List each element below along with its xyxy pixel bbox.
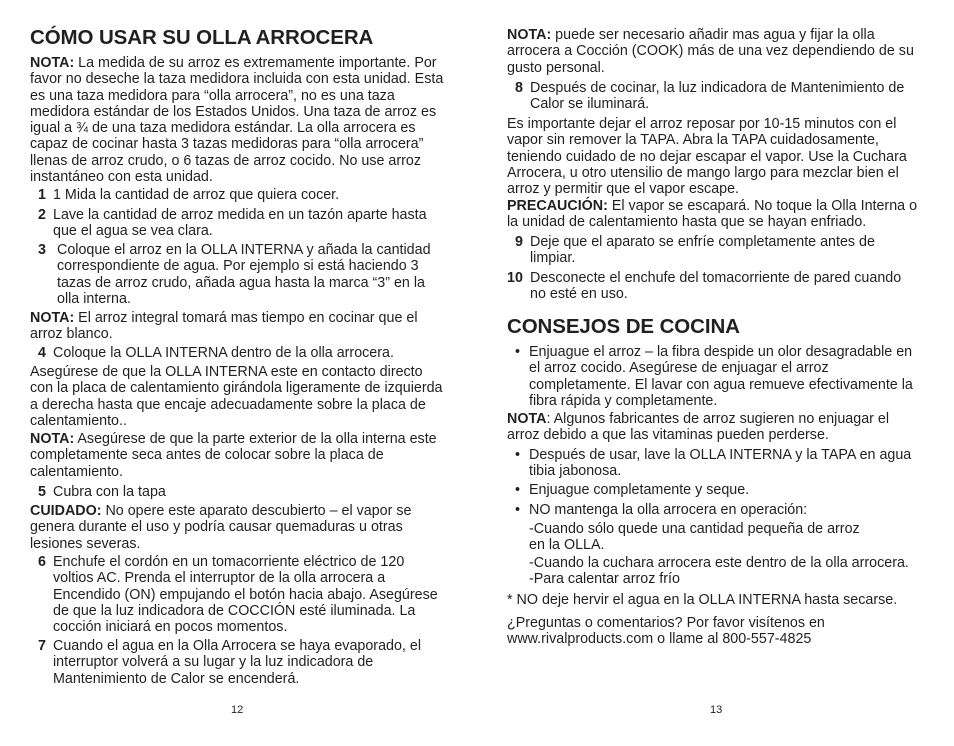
bullet-icon: •: [515, 447, 521, 463]
condition-2: -Cuando la cuchara arrocera este dentro de la olla arrocera.: [529, 555, 909, 571]
step-text: Enchufe el cordón en un tomacorriente eléctrico de 120 voltios AC. Prenda el interruptor de la olla arrocera a Encendido (ON) empujando el botón hacia abajo. Asegúrese de que la luz indicadora de COCCIÓN esté iluminada. La cocción iniciará en pocos momentos.: [53, 554, 438, 636]
step-6: [30, 554, 448, 635]
condition-1: [529, 521, 879, 554]
tip-rinse: [507, 344, 925, 409]
caution-label: CUIDADO:: [30, 503, 102, 519]
page-number: 12: [231, 704, 244, 716]
caution-text: No opere este aparato descubierto – el vapor se genera durante el uso y podría causar quemaduras u otras lesiones severas.: [30, 503, 412, 552]
step-7: [30, 638, 442, 687]
note-brown-rice: [30, 310, 440, 343]
step-5: [30, 484, 442, 500]
step-text: Lave la cantidad de arroz medida en un tazón aparte hasta que el agua se vea clara.: [53, 207, 427, 240]
step-number: 10: [507, 270, 523, 286]
tip-text: NO mantenga la olla arrocera en operación:: [529, 502, 808, 518]
step-text: Coloque la OLLA INTERNA dentro de la olla arrocera.: [53, 345, 394, 361]
tip-text: Enjuague completamente y seque.: [529, 482, 750, 498]
step-text: Deje que el aparato se enfríe completamente antes de limpiar.: [530, 234, 875, 267]
tip-text: Enjuague el arroz – la fibra despide un olor desagradable en el arroz cocido. Asegúrese de enjuagar el arroz completamente. El lavar con agua remueve efectivamente la fibra rápida y completamente.: [529, 344, 913, 409]
note-vitamins: [507, 411, 919, 444]
note-dry: [30, 431, 440, 480]
step-8: [507, 80, 919, 113]
step-3: [30, 242, 444, 307]
tip-text: Después de usar, lave la OLLA INTERNA y la TAPA en agua tibia jabonosa.: [529, 447, 912, 480]
note-label: NOTA: [507, 411, 547, 427]
bullet-icon: •: [515, 344, 521, 360]
step-number: 6: [38, 554, 46, 570]
precaution-text: El vapor se escapará. No toque la Olla Interna o la unidad de calentamiento hasta que se hayan enfriado.: [507, 198, 918, 231]
note-label: NOTA:: [30, 431, 75, 447]
step-1: [30, 187, 440, 203]
bullet-icon: •: [515, 502, 521, 518]
step-number: 1: [38, 187, 46, 203]
step-text: Coloque el arroz en la OLLA INTERNA y añada la cantidad correspondiente de agua. Por ejemplo si está haciendo 3 tazas de arroz crudo, añada agua hasta la marca “3” en la olla interna.: [57, 242, 431, 307]
tip-warning: [507, 502, 925, 518]
page-number: 13: [710, 704, 723, 716]
step-number: 9: [515, 234, 523, 250]
step-text: Desconecte el enchufe del tomacorriente de pared cuando no esté en uso.: [530, 270, 902, 303]
paragraph-contact: Asegúrese de que la OLLA INTERNA este en contacto directo con la placa de calentamiento girándola ligeramente de izquierda a derecha hasta que encaje adecuadamente sobre la placa de calentamiento..: [30, 364, 443, 429]
precaution-label: PRECAUCIÓN:: [507, 198, 608, 214]
step-number: 7: [38, 638, 46, 654]
condition-text: -Cuando sólo quede una cantidad pequeña de arroz en la OLLA.: [529, 521, 860, 554]
section-title: CONSEJOS DE COCINA: [507, 315, 740, 338]
paragraph-rest: Es importante dejar el arroz reposar por 10-15 minutos con el vapor sin remover la TAPA. Abra la TAPA cuidadosamente, teniendo cuidado de no dejar escapar el vapor. Use la Cuchara Arrocera, u otro utensilio de mango largo para mezclar bien el arroz y permitir que el vapor escape.: [507, 116, 907, 198]
note-label: NOTA:: [30, 55, 75, 71]
tip-wash: [507, 447, 925, 480]
bullet-icon: •: [515, 482, 521, 498]
condition-3: -Para calentar arroz frío: [529, 571, 680, 587]
contact-info: ¿Preguntas o comentarios? Por favor visítenos en www.rivalproducts.com o llame al 800-557-4825: [507, 615, 825, 648]
note-text: puede ser necesario añadir mas agua y fijar la olla arrocera a Cocción (COOK) más de una vez dependiendo de su gusto personal.: [507, 27, 914, 76]
note-text: Asegúrese de que la parte exterior de la olla interna este completamente seca antes de colocar sobre la placa de calentamiento.: [30, 431, 437, 480]
tip-dry: [507, 482, 925, 498]
note-text: La medida de su arroz es extremamente importante. Por favor no deseche la taza medidora incluida con esta unidad. Esta es una taza medidora para “olla arrocera”, no es una taza medidora estándar de los Estados Unidos. Una taza de arroz es igual a ¾ de una taza medidora estándar. La olla arrocera es capaz de cocinar hasta 3 tazas medidoras para “olla arrocera” llenas de arroz crudo, o 6 tazas de arroz cocido. No use arroz instantáneo con esta unidad.: [30, 55, 444, 186]
step-text: 1 Mida la cantidad de arroz que quiera cocer.: [53, 187, 340, 203]
step-text: Cubra con la tapa: [53, 484, 166, 500]
step-number: 2: [38, 207, 46, 223]
note-measure: [30, 55, 448, 185]
note-label: NOTA:: [30, 310, 75, 326]
note-text: El arroz integral tomará mas tiempo en cocinar que el arroz blanco.: [30, 310, 418, 343]
step-number: 5: [38, 484, 46, 500]
step-10: [507, 270, 919, 303]
caution-note: [30, 503, 440, 552]
step-2: [30, 207, 442, 240]
step-text: Después de cocinar, la luz indicadora de Mantenimiento de Calor se iluminará.: [530, 80, 905, 113]
step-9: [507, 234, 919, 267]
note-label: NOTA:: [507, 27, 552, 43]
step-number: 4: [38, 345, 46, 361]
page-title: CÓMO USAR SU OLLA ARROCERA: [30, 26, 374, 49]
step-text: Cuando el agua en la Olla Arrocera se haya evaporado, el interruptor volverá a su lugar y la luz indicadora de Mantenimiento de Calor se encenderá.: [53, 638, 421, 687]
precaution-note: [507, 198, 919, 231]
note-text: : Algunos fabricantes de arroz sugieren no enjuagar el arroz debido a que las vitaminas pueden perderse.: [507, 411, 890, 444]
note-water: [507, 27, 925, 76]
footnote: * NO deje hervir el agua en la OLLA INTERNA hasta secarse.: [507, 592, 898, 608]
step-number: 8: [515, 80, 523, 96]
step-4: [30, 345, 442, 361]
step-number: 3: [38, 242, 46, 258]
